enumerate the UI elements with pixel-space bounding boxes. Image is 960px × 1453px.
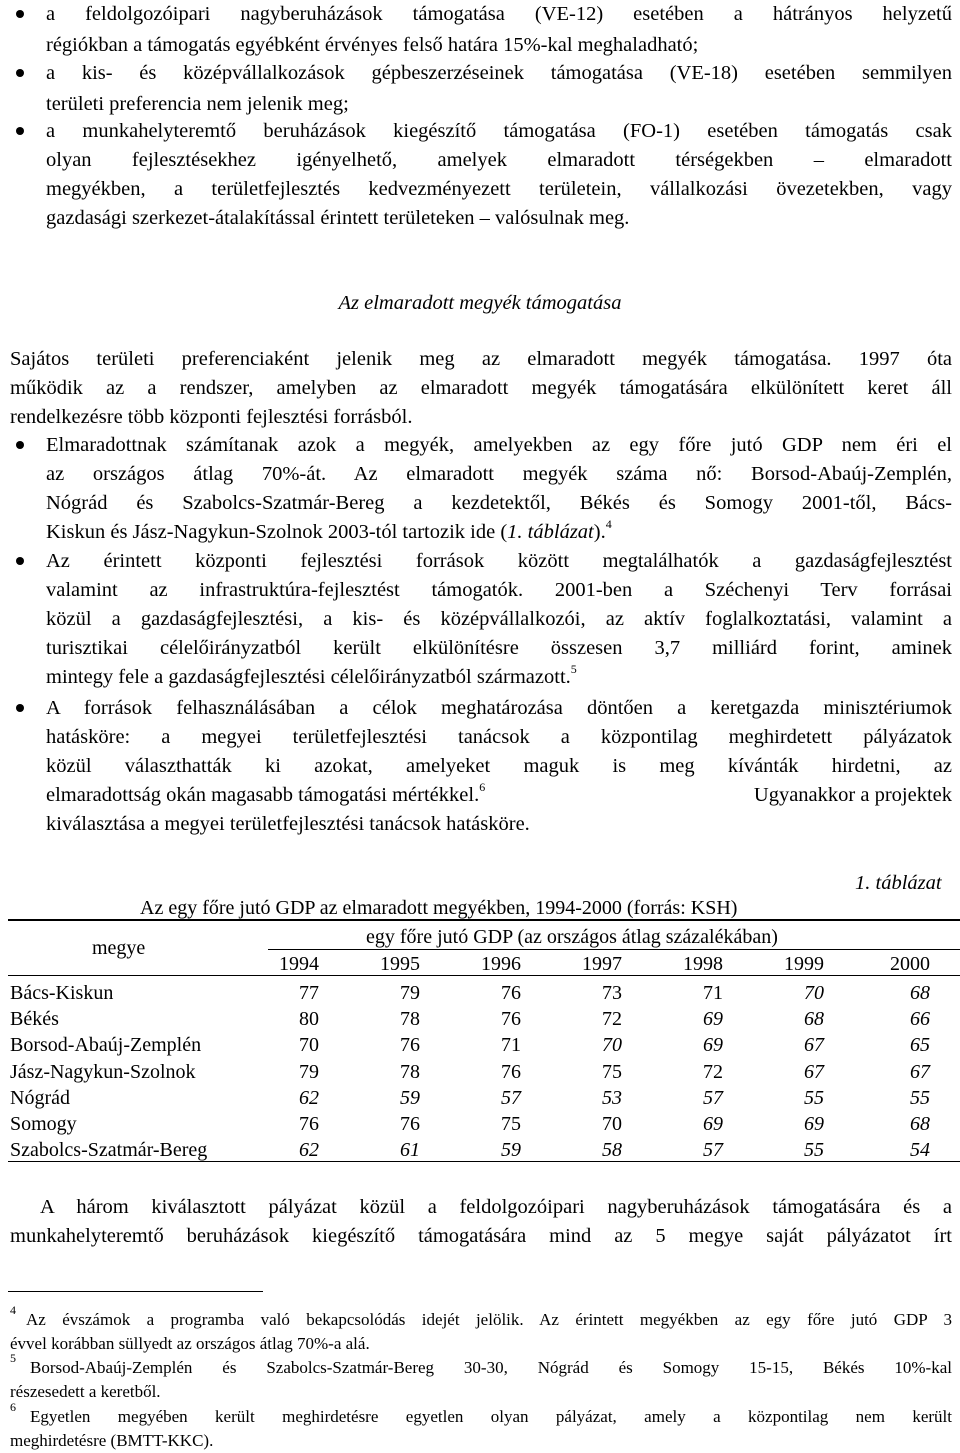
group-header-rule — [268, 949, 960, 950]
b3-line-4-post: Ugyanakkor a projektek — [753, 784, 952, 806]
b2-line-2: valamint az infrastruktúra-fejlesztést támogatók. 2001-ben a Széchenyi Terv forrásai — [46, 579, 952, 601]
section-heading: Az elmaradott megyék támogatása — [338, 292, 622, 314]
bullet-dot — [16, 441, 24, 449]
table-bottom-rule — [8, 1161, 960, 1162]
footnote-6-line-1: Egyetlen megyében került meghirdetésre egyetlen olyan pályázat, amely a központilag nem került — [30, 1407, 952, 1426]
b3-line-2: hatásköre: a megyei területfejlesztési tanácsok a központilag meghirdetett pályázatok — [46, 726, 952, 748]
table-cell: 65 — [910, 1034, 930, 1057]
b3-line-4-text — [46, 780, 486, 806]
b3-line-4-pre: elmaradottság okán magasabb támogatási mértékkel. — [46, 784, 480, 806]
b1-line-2: az országos átlag 70%-át. Az elmaradott megyék száma nő: Borsod-Abaúj-Zemplén, — [46, 463, 952, 485]
table-cell: 75 — [501, 1113, 521, 1135]
table-cell: 53 — [602, 1086, 622, 1109]
table-cell: 72 — [703, 1060, 723, 1083]
footnote-separator — [8, 1291, 263, 1292]
table-cell: 67 — [804, 1034, 824, 1057]
table-cell: 76 — [400, 1034, 420, 1057]
bullet-dot — [16, 704, 24, 712]
table-cell: 80 — [299, 1008, 319, 1031]
year-header-6: 2000 — [890, 953, 930, 975]
table-cell: 59 — [501, 1139, 521, 1162]
table-cell: 55 — [910, 1086, 930, 1109]
bullet-1-line-1: a feldolgozóipari nagyberuházások támogatása (VE-12) esetében a hátrányos helyzetű — [46, 3, 952, 25]
intro-line-1: Sajátos területi preferenciaként jelenik meg az elmaradott megyék támogatása. 1997 óta — [10, 348, 952, 370]
year-header-5: 1999 — [784, 953, 824, 975]
col-header-megye: megye — [92, 937, 146, 959]
table-cell: 71 — [703, 982, 723, 1004]
col-header-group: egy főre jutó GDP (az országos átlag százalékában) — [366, 926, 778, 948]
table-caption: Az egy főre jutó GDP az elmaradott megyékben, 1994-2000 (forrás: KSH) — [140, 897, 738, 919]
table-cell: 76 — [501, 1060, 521, 1083]
table-cell: 57 — [501, 1086, 521, 1109]
b2-line-4: turisztikai célelőirányzatból került elkülönítésre összesen 3,7 milliárd forint, aminek — [46, 637, 952, 659]
year-header-0: 1994 — [279, 953, 319, 975]
table-cell: 78 — [400, 1008, 420, 1031]
closing-line-2: munkahelyteremtő beruházások kiegészítő támogatására mind az 5 megye saját pályázatot írt — [10, 1225, 952, 1247]
table-cell: 76 — [400, 1113, 420, 1135]
table-label: 1. táblázat — [855, 872, 942, 894]
table-top-rule — [8, 919, 960, 921]
b1-line-4-end: ). — [593, 521, 606, 543]
table-row-name: Nógrád — [10, 1086, 70, 1109]
year-header-4: 1998 — [683, 953, 723, 975]
b3-line-1: A források felhasználásában a célok meghatározása döntően a keretgazda minisztériumok — [46, 697, 952, 719]
table-cell: 70 — [602, 1034, 622, 1057]
table-cell: 70 — [804, 982, 824, 1004]
table-cell: 79 — [400, 982, 420, 1004]
year-header-2: 1996 — [481, 953, 521, 975]
table-cell: 69 — [703, 1008, 723, 1031]
closing-line-1: A három kiválasztott pályázat közül a feldolgozóipari nagyberuházások támogatására és a — [40, 1196, 952, 1218]
table-cell: 61 — [400, 1139, 420, 1162]
bullet-3-line-4: gazdasági szerkezet-átalakítással érintett területeken – valósulnak meg. — [46, 207, 630, 229]
table-cell: 68 — [910, 1113, 930, 1135]
table-cell: 57 — [703, 1139, 723, 1162]
b1-line-4-text: Kiskun és Jász-Nagykun-Szolnok 2003-tól tartozik ide ( — [46, 521, 508, 543]
table-header-rule — [8, 975, 960, 976]
footnote-num-4: 4 — [10, 1303, 16, 1317]
footnote-num-5: 5 — [10, 1351, 16, 1365]
bullet-3-line-3: megyékben, a területfejlesztés kedvezményezett területein, vállalkozási övezetekben, vagy — [46, 178, 952, 200]
table-cell: 62 — [299, 1139, 319, 1162]
footnote-ref-4: 4 — [605, 517, 612, 531]
table-cell: 66 — [910, 1008, 930, 1031]
bullet-3-line-2: olyan fejlesztésekhez igényelhető, amelyek elmaradott térségekben – elmaradott — [46, 149, 952, 171]
table-row-name: Békés — [10, 1008, 59, 1031]
table-cell: 78 — [400, 1060, 420, 1083]
table-cell: 69 — [804, 1113, 824, 1135]
table-cell: 71 — [501, 1034, 521, 1057]
table-cell: 69 — [703, 1034, 723, 1057]
table-row-name: Somogy — [10, 1113, 77, 1135]
table-row-name: Bács-Kiskun — [10, 982, 114, 1004]
table-cell: 68 — [910, 982, 930, 1004]
bullet-dot — [16, 127, 24, 135]
intro-line-2: működik az a rendszer, amelyben az elmaradott megyék támogatására elkülönített keret áll — [10, 377, 952, 399]
footnote-ref-5: 5 — [570, 662, 577, 676]
bullet-dot — [16, 557, 24, 565]
table-cell: 75 — [602, 1060, 622, 1083]
bullet-3-line-1: a munkahelyteremtő beruházások kiegészítő támogatása (FO-1) esetében támogatás csak — [46, 120, 952, 142]
table-reference: 1. táblázat — [507, 521, 594, 543]
table-cell: 59 — [400, 1086, 420, 1109]
footnote-num-6: 6 — [10, 1400, 16, 1414]
bullet-dot — [16, 69, 24, 77]
table-cell: 70 — [602, 1113, 622, 1135]
footnote-ref-6: 6 — [479, 780, 486, 794]
table-cell: 72 — [602, 1008, 622, 1031]
table-cell: 62 — [299, 1086, 319, 1109]
b1-line-1: Elmaradottnak számítanak azok a megyék, amelyekben az egy főre jutó GDP nem éri el — [46, 434, 952, 456]
b3-line-5: kiválasztása a megyei területfejlesztési tanácsok hatásköre. — [46, 813, 530, 835]
b3-line-3: közül választhatták ki azokat, amelyeket maguk is meg kívánták hirdetni, az — [46, 755, 952, 777]
b1-line-3: Nógrád és Szabolcs-Szatmár-Bereg a kezdetektől, Békés és Somogy 2001-től, Bács- — [46, 492, 952, 514]
table-cell: 55 — [804, 1086, 824, 1109]
b2-line-5-text: mintegy fele a gazdaságfejlesztési célelőirányzatból származott. — [46, 666, 571, 688]
table-cell: 67 — [804, 1060, 824, 1083]
bullet-2-line-1: a kis- és középvállalkozások gépbeszerzéseinek támogatása (VE-18) esetében semmilyen — [46, 62, 952, 84]
footnote-6-line-2: meghirdetésre (BMTT-KKC). — [10, 1431, 214, 1450]
table-cell: 58 — [602, 1139, 622, 1162]
bullet-1-line-2: régiókban a támogatás egyébként érvényes felső határa 15%-kal meghaladható; — [46, 34, 699, 56]
table-cell: 67 — [910, 1060, 930, 1083]
table-cell: 70 — [299, 1034, 319, 1057]
table-row-name: Jász-Nagykun-Szolnok — [10, 1060, 196, 1083]
b1-line-4 — [46, 517, 612, 543]
b2-line-3: közül a gazdaságfejlesztési, a kis- és középvállalkozói, az aktív foglalkoztatási, valamint a — [46, 608, 952, 630]
year-header-1: 1995 — [380, 953, 420, 975]
table-cell: 76 — [501, 1008, 521, 1031]
footnote-5-line-2: részesedett a keretből. — [10, 1382, 161, 1401]
bullet-dot — [16, 10, 24, 18]
table-cell: 73 — [602, 982, 622, 1004]
year-header-3: 1997 — [582, 953, 622, 975]
table-cell: 76 — [299, 1113, 319, 1135]
table-cell: 79 — [299, 1060, 319, 1083]
table-row-name: Szabolcs-Szatmár-Bereg — [10, 1139, 208, 1162]
table-cell: 55 — [804, 1139, 824, 1162]
intro-line-3: rendelkezésre több központi fejlesztési forrásból. — [10, 406, 413, 428]
table-cell: 54 — [910, 1139, 930, 1162]
table-cell: 68 — [804, 1008, 824, 1031]
table-cell: 57 — [703, 1086, 723, 1109]
footnote-5-line-1: Borsod-Abaúj-Zemplén és Szabolcs-Szatmár-Bereg 30-30, Nógrád és Somogy 15-15, Békés 10%-kal — [30, 1358, 952, 1377]
table-cell: 69 — [703, 1113, 723, 1135]
footnote-4-line-2: évvel korábban süllyedt az országos átlag 70%-a alá. — [10, 1334, 370, 1353]
bullet-2-line-2: területi preferencia nem jelenik meg; — [46, 93, 349, 115]
b2-line-1: Az érintett központi fejlesztési források között megtalálhatók a gazdaságfejlesztést — [46, 550, 952, 572]
footnote-4-line-1: Az évszámok a programba való bekapcsolódás idejét jelölik. Az érintett megyékben az egy főre jutó GDP 3 — [26, 1310, 952, 1329]
table-row-name: Borsod-Abaúj-Zemplén — [10, 1034, 202, 1057]
b2-line-5 — [46, 662, 577, 688]
b3-line-4 — [46, 780, 952, 806]
table-cell: 76 — [501, 982, 521, 1004]
table-cell: 77 — [299, 982, 319, 1004]
